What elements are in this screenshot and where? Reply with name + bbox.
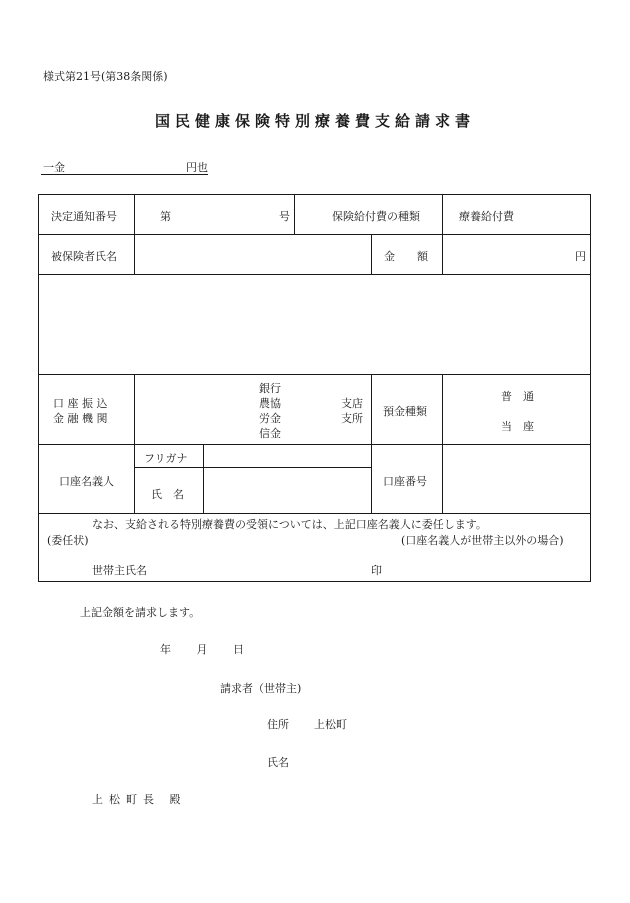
bank-type-agri: 農協 — [259, 397, 281, 410]
address-label: 住所 — [267, 718, 289, 731]
householder-name-label: 世帯主氏名 — [92, 564, 147, 577]
deposit-option-ordinary: 普 通 — [501, 390, 534, 403]
deposit-option-current: 当 座 — [501, 420, 534, 433]
col-divider — [134, 374, 135, 444]
col-divider — [371, 374, 372, 513]
form-number: 様式第21号(第38条関係) — [43, 70, 168, 83]
decision-number-dai: 第 — [160, 210, 171, 223]
closing-statement: 上記金額を請求します。 — [80, 606, 201, 619]
row-divider — [39, 374, 591, 375]
account-holder-label: 口座名義人 — [59, 475, 114, 488]
col-divider — [442, 234, 443, 274]
col-divider — [134, 195, 135, 234]
amount-unit: 円 — [575, 250, 586, 263]
bank-transfer-label: 口 座 振 込 — [53, 397, 108, 410]
col-divider — [294, 195, 295, 234]
furigana-label: フリガナ — [144, 452, 188, 465]
address-value: 上松町 — [314, 718, 347, 731]
row-divider — [39, 234, 591, 235]
amount-label: 金 額 — [384, 250, 428, 263]
branch-type-shiten: 支店 — [341, 397, 363, 410]
furigana-divider — [134, 467, 371, 468]
claim-form-table — [38, 194, 591, 582]
col-divider — [134, 234, 135, 274]
insured-name-label: 被保険者氏名 — [51, 250, 117, 263]
requester-label: 請求者（世帯主) — [220, 682, 302, 695]
addressee: 上松町長 殿 — [92, 793, 187, 806]
delegation-text: なお、支給される特別療養費の受領については、上記口座名義人に委任します。 — [92, 518, 487, 531]
date-line: 年 月 日 — [160, 643, 244, 656]
financial-institution-label: 金 融 機 関 — [53, 412, 108, 425]
delegation-title: (委任状) — [47, 534, 89, 547]
decision-number-label: 決定通知番号 — [51, 210, 117, 223]
name-label: 氏名 — [267, 756, 289, 769]
decision-number-go: 号 — [279, 210, 290, 223]
row-divider — [39, 513, 591, 514]
seal-mark: 印 — [371, 564, 382, 577]
deposit-type-label: 預金種類 — [383, 405, 427, 418]
col-divider — [442, 374, 443, 513]
amount-suffix: 円也 — [186, 161, 208, 174]
holder-name-label: 氏 名 — [151, 488, 184, 501]
col-divider — [203, 444, 204, 513]
bank-type-credit: 信金 — [259, 427, 281, 440]
col-divider — [442, 195, 443, 234]
bank-type-labor: 労金 — [259, 412, 281, 425]
delegation-note: (口座名義人が世帯主以外の場合) — [401, 534, 564, 547]
row-divider — [39, 274, 591, 275]
account-number-label: 口座番号 — [383, 475, 427, 488]
col-divider — [134, 444, 135, 513]
document-title: 国民健康保険特別療養費支給請求書 — [154, 112, 475, 130]
bank-type-bank: 銀行 — [259, 382, 281, 395]
branch-type-shisho: 支所 — [341, 412, 363, 425]
amount-prefix: 一金 — [43, 161, 65, 174]
benefit-type-value: 療養給付費 — [459, 210, 514, 223]
amount-line — [41, 159, 208, 175]
benefit-type-label: 保険給付費の種類 — [332, 210, 420, 223]
row-divider — [39, 444, 591, 445]
col-divider — [371, 234, 372, 274]
